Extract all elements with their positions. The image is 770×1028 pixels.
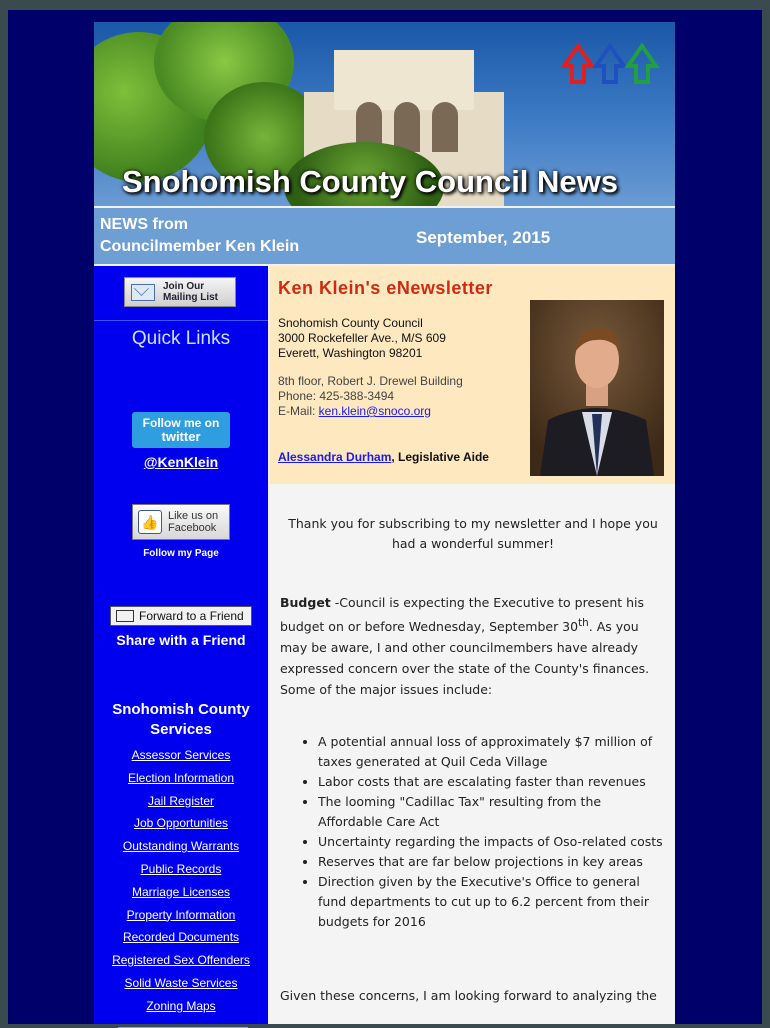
service-link[interactable]: Recorded Documents <box>122 930 240 945</box>
address-line: 3000 Rockefeller Ave., M/S 609 <box>278 331 446 345</box>
services-heading-line-1: Snohomish County <box>112 701 250 718</box>
budget-superscript: th <box>578 617 589 629</box>
councilmember-name: Councilmember Ken Klein <box>100 238 300 255</box>
budget-text-1: -Council is expecting the Executive to present his budget on or before Wednesday, September 30 <box>280 595 645 635</box>
news-from-label: NEWS from <box>100 216 188 233</box>
twitter-line-1: Follow me on <box>142 416 220 430</box>
list-item: • The looming "Cadillac Tax" resulting from the Affordable Care Act <box>318 792 665 832</box>
newsletter-container <box>94 22 675 1024</box>
budget-text-2: . As you may be aware, I and other councilmembers have already expressed concern over the state of the County's finances. Some of the major issues include: <box>280 619 650 698</box>
list-item: • Reserves that are far below projections in key areas <box>318 852 665 872</box>
service-link[interactable]: Election Information <box>127 770 235 785</box>
service-link[interactable]: Registered Sex Offenders <box>112 953 250 968</box>
service-link[interactable]: Jail Register <box>147 793 215 808</box>
mailing-line-2: Mailing List <box>163 292 218 303</box>
share-with-friend-label: Share with a Friend <box>116 632 246 648</box>
budget-label: Budget <box>280 595 331 610</box>
follow-twitter-button[interactable] <box>132 412 230 448</box>
forward-button-label: Forward to a Friend <box>139 609 244 623</box>
service-link[interactable]: Outstanding Warrants <box>122 839 240 854</box>
mailing-line-1: Join Our <box>163 281 205 292</box>
service-link[interactable]: Job Opportunities <box>133 816 229 831</box>
portrait-image <box>530 300 664 476</box>
office-address <box>278 316 446 361</box>
tower-arch <box>394 102 420 152</box>
service-link[interactable]: Solid Waste Services <box>124 975 238 990</box>
list-item: • Uncertainty regarding the impacts of Oso-related costs <box>318 832 665 852</box>
banner-title: Snohomish County Council News <box>122 164 619 199</box>
header-banner <box>94 22 675 206</box>
join-mailing-list-button[interactable] <box>124 277 236 307</box>
budget-paragraph <box>280 592 665 700</box>
service-link[interactable]: Public Records <box>140 861 222 876</box>
newsletter-body <box>270 484 675 1024</box>
left-sidebar <box>94 266 268 1024</box>
issue-date: September, 2015 <box>416 228 551 247</box>
service-link[interactable]: Zoning Maps <box>146 998 216 1013</box>
services-heading-line-2: Services <box>150 721 212 738</box>
service-link[interactable]: Assessor Services <box>131 748 231 762</box>
newsletter-title: Ken Klein's eNewsletter <box>278 278 493 298</box>
contact-details <box>278 374 463 419</box>
floor-info: 8th floor, Robert J. Drewel Building <box>278 374 463 388</box>
email-link[interactable]: ken.klein@snoco.org <box>318 404 431 418</box>
twitter-logo-icon: twitter <box>161 429 201 444</box>
facebook-like-button[interactable] <box>132 504 230 540</box>
follow-page-label: Follow my Page <box>143 548 219 559</box>
twitter-handle-link[interactable]: @KenKlein <box>143 454 219 470</box>
services-heading <box>94 700 268 740</box>
phone-number: Phone: 425-388-3494 <box>278 389 395 403</box>
three-arrows-logo-icon <box>560 36 660 86</box>
address-line: Snohomish County Council <box>278 316 423 330</box>
list-item: • Direction given by the Executive's Office to general fund departments to cut up to 6.2 percent from their budgets for 2016 <box>318 872 665 932</box>
tower-arch <box>432 102 458 152</box>
contact-header <box>270 266 675 484</box>
forward-to-friend-button[interactable] <box>110 606 252 626</box>
tower-top <box>334 50 474 110</box>
list-item: • Labor costs that are escalating faster than revenues <box>318 772 665 792</box>
news-bar <box>94 208 675 264</box>
mailing-list-section <box>94 266 268 321</box>
facebook-line-1: Like us on <box>168 510 219 522</box>
service-link[interactable]: Property Information <box>126 907 236 922</box>
list-item: • A potential annual loss of approximately $7 million of taxes generated at Quil Ceda Village <box>318 732 665 772</box>
legislative-aide <box>278 450 489 464</box>
email-label: E-Mail: <box>278 404 319 418</box>
councilmember-photo <box>530 300 664 476</box>
facebook-line-2: Facebook <box>168 522 217 534</box>
closing-paragraph: Given these concerns, I am looking forward to analyzing the <box>280 988 657 1003</box>
service-link[interactable]: Marriage Licenses <box>131 884 231 899</box>
envelope-icon <box>116 610 134 622</box>
quick-links-heading: Quick Links <box>131 328 231 349</box>
aide-title: , Legislative Aide <box>391 450 489 464</box>
budget-issues-list <box>280 732 665 932</box>
address-line: Everett, Washington 98201 <box>278 346 423 360</box>
envelope-icon <box>131 284 155 301</box>
aide-name-link[interactable]: Alessandra Durham <box>278 450 392 464</box>
thank-you-message: Thank you for subscribing to my newsletter and I hope you had a wonderful summer! <box>288 516 658 551</box>
thumbs-up-icon: 👍 <box>138 510 162 534</box>
services-list <box>94 748 268 1022</box>
